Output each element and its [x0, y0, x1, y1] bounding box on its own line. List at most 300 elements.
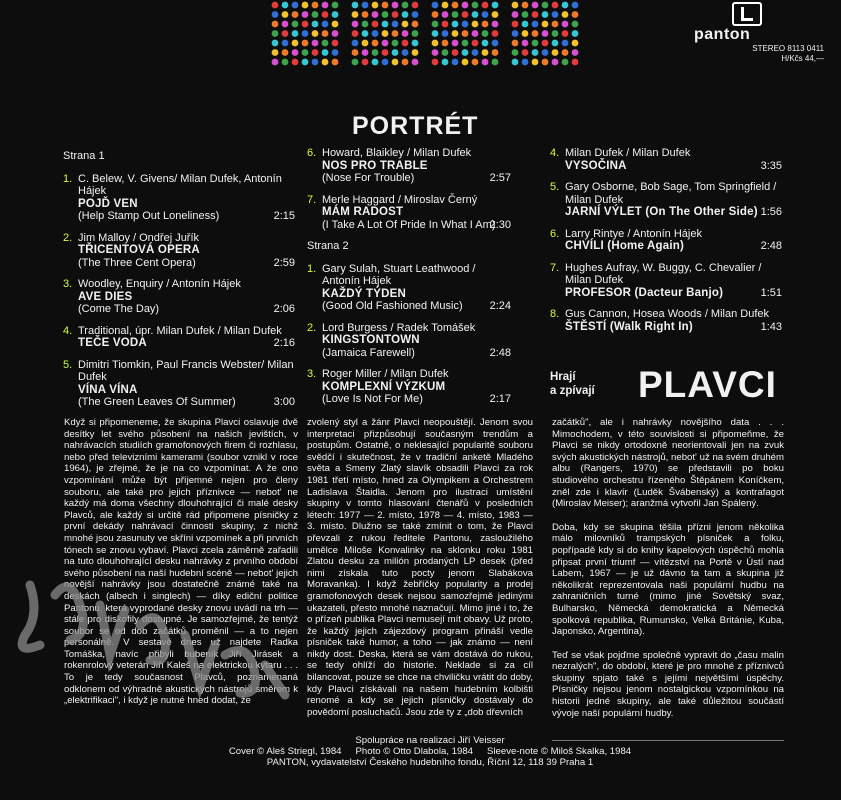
dot-mark [312, 11, 319, 18]
track-duration: 2:24 [489, 300, 511, 312]
track-title: VÍNA VÍNA [78, 383, 138, 396]
dot-mark [382, 2, 389, 9]
dot-mark [352, 21, 359, 28]
dot-mark [432, 59, 439, 66]
dot-mark [272, 59, 279, 66]
dot-mark [452, 11, 459, 18]
track-item [307, 147, 511, 185]
dot-mark [512, 30, 519, 37]
dot-mark [312, 59, 319, 66]
dot-mark [552, 11, 559, 18]
dot-mark [292, 2, 299, 9]
dot-mark [482, 49, 489, 56]
dot-mark [512, 59, 519, 66]
dot-mark [302, 11, 309, 18]
track-title: AVE DIES [78, 290, 133, 303]
dot-mark [272, 30, 279, 37]
credits-cover: Cover © Aleš Striegl, 1984 [228, 746, 342, 757]
track-body [322, 263, 511, 313]
dot-matrix-artwork [270, 0, 580, 70]
dot-mark [512, 21, 519, 28]
dot-mark [402, 40, 409, 47]
album-title: PORTRÉT [352, 112, 479, 140]
dot-mark [522, 49, 529, 56]
dot-mark [452, 59, 459, 66]
track-subtitle: (The Green Leaves Of Summer) [78, 396, 236, 408]
dot-mark [362, 21, 369, 28]
dot-mark [562, 2, 569, 9]
track-number: 1. [307, 262, 317, 275]
dot-mark [452, 30, 459, 37]
dot-mark [412, 2, 419, 9]
dot-mark [302, 59, 309, 66]
dot-mark [412, 21, 419, 28]
dot-mark [492, 59, 499, 66]
track-credits: Dimitri Tiomkin, Paul Francis Webster/ Milan Dufek [78, 358, 294, 383]
dot-mark [402, 59, 409, 66]
dot-mark [392, 30, 399, 37]
track-duration: 2:30 [489, 218, 511, 231]
dot-mark [282, 2, 289, 9]
dot-mark [432, 21, 439, 28]
dot-mark [552, 30, 559, 37]
dot-mark [432, 2, 439, 9]
track-item [307, 322, 511, 360]
dot-mark [372, 11, 379, 18]
track-number: 2. [63, 231, 73, 244]
dot-mark [542, 21, 549, 28]
dot-mark [522, 40, 529, 47]
track-body [565, 228, 782, 253]
track-credits: C. Belew, V. Givens/ Milan Dufek, Antonín Hájek [78, 172, 282, 197]
dot-mark [412, 49, 419, 56]
track-body [78, 359, 295, 409]
track-number: 5. [550, 181, 560, 193]
dot-mark [402, 2, 409, 9]
dot-mark [332, 11, 339, 18]
dot-mark [542, 11, 549, 18]
dot-mark [362, 2, 369, 9]
dot-mark [552, 49, 559, 56]
track-duration: 2:17 [489, 393, 511, 405]
dot-mark [382, 40, 389, 47]
dot-mark [372, 30, 379, 37]
dot-mark [432, 11, 439, 18]
track-item [63, 278, 295, 316]
track-item [63, 325, 295, 350]
track-subtitle: (Help Stamp Out Loneliness) [78, 210, 220, 222]
dot-mark [412, 11, 419, 18]
dot-mark [532, 49, 539, 56]
track-title: TŘICENTOVÁ OPERA [78, 244, 200, 256]
track-credits: Gary Osborne, Bob Sage, Tom Springfield / Milan Dufek [565, 181, 777, 206]
track-item [63, 232, 295, 270]
dot-mark [372, 2, 379, 9]
track-item [63, 359, 295, 409]
performers-line-1: Hrají [550, 371, 576, 383]
track-subtitle: (Nose For Trouble) [322, 172, 415, 184]
track-duration: 2:48 [489, 346, 511, 359]
dot-mark [402, 30, 409, 37]
panton-logo-block [694, 2, 824, 64]
dot-mark [322, 11, 329, 18]
track-item [550, 262, 782, 300]
dot-mark [462, 59, 469, 66]
dot-mark [392, 2, 399, 9]
dot-mark [512, 11, 519, 18]
track-title: ŠTĚSTÍ (Walk Right In) [565, 320, 693, 333]
dot-mark [302, 49, 309, 56]
track-body [78, 278, 295, 316]
dot-mark [522, 59, 529, 66]
dot-mark [452, 21, 459, 28]
dot-mark [302, 2, 309, 9]
dot-mark [432, 40, 439, 47]
dot-mark [352, 49, 359, 56]
dot-mark [452, 40, 459, 47]
dot-mark [312, 30, 319, 37]
dot-mark [572, 30, 579, 37]
dot-mark [362, 49, 369, 56]
dot-mark [402, 21, 409, 28]
track-body [565, 262, 782, 300]
track-body [322, 147, 511, 185]
dot-mark [432, 30, 439, 37]
dot-mark [292, 40, 299, 47]
track-duration: 1:51 [760, 286, 782, 299]
track-duration: 2:59 [273, 256, 295, 269]
track-credits: Jim Malloy / Ondřej Juřík [78, 231, 200, 244]
dot-mark [292, 11, 299, 18]
dot-mark [522, 11, 529, 18]
dot-mark [332, 21, 339, 28]
dot-mark [352, 11, 359, 18]
dot-mark [472, 49, 479, 56]
track-duration: 3:00 [273, 396, 295, 408]
track-number: 1. [63, 172, 73, 185]
dot-mark [442, 21, 449, 28]
track-title: VYSOČINA [565, 159, 627, 172]
credits-row [220, 746, 640, 757]
side-2-header: Strana 2 [307, 240, 349, 252]
track-body [322, 368, 511, 406]
track-subtitle: (The Three Cent Opera) [78, 256, 196, 269]
dot-mark [322, 49, 329, 56]
dot-mark [282, 49, 289, 56]
track-duration: 2:57 [489, 172, 511, 184]
dot-mark [412, 40, 419, 47]
panton-logo-icon [732, 2, 762, 26]
track-credits: Woodley, Enquiry / Antonín Hájek [78, 278, 241, 290]
track-title: POJĎ VEN [78, 197, 138, 210]
track-subtitle: (Good Old Fashioned Music) [322, 300, 463, 312]
dot-mark [382, 59, 389, 66]
credits-publisher: PANTON, vydavatelství Českého hudebního fondu, Říční 12, 118 39 Praha 1 [266, 757, 594, 768]
dot-mark [372, 21, 379, 28]
liner-notes-para-3a: začátků", ale i nahrávky novějšího data . . . Mimochodem, v této souvislosti si připomeňme, že Plavci se nikdy ortodoxně neorientovali jen na zvuk svých akustických nástrojů, nebot' už na svém druhém albu (Rangers, 1970) se představili po boku studiového orchestru řízeného Štěpánem Koníčkem, zněl zde i klavír (Luděk Švábenský) a kontrafagot (Miroslav Meiser); aranžmá vytvořil Jan Spálený. [552, 417, 784, 510]
track-title: TEČE VODA [78, 337, 147, 349]
dot-mark [452, 49, 459, 56]
dot-mark [492, 11, 499, 18]
credits-sleeve: Sleeve-note © Miloš Skalka, 1984 [487, 746, 632, 757]
track-item [550, 308, 782, 333]
dot-mark [302, 30, 309, 37]
track-credits: Howard, Blaikley / Milan Dufek [322, 147, 472, 159]
dot-mark [472, 30, 479, 37]
dot-mark [322, 59, 329, 66]
liner-notes-para-3c: Teď se však pojďme společně vypravit do „času malin nezralých", do období, které je pro mnohé z příznivců skupiny spjato také s jejími největšími úspěchy. Písničky nejsou jenom nostalgickou vzpomínkou na historii jedné skupiny, ale také důležitou součástí vývoje naší populární hudby. [552, 649, 784, 719]
dot-mark [282, 11, 289, 18]
dot-mark [272, 2, 279, 9]
dot-mark [542, 40, 549, 47]
liner-notes-para-3b: Doba, kdy se skupina těšila přízni jenom několika málo milovníků trampských písniček a folku, popřípadě kdy si do knihy kapelových úspěchů mohla připsat první triumf — vítězství na Portě v Ústí nad Labem, 1967 — je už dávno ta tam a skupina již několikrát reprezentovala naši populární hudbu na zahraničních turné (mimo jiné Sovětský svaz, Bulharsko, Německá demokratická a Německá spolková republika, Rumunsko, Velká Británie, Kuba, Japonsko, Argentina). [552, 521, 784, 638]
dot-mark [492, 2, 499, 9]
dot-mark [462, 21, 469, 28]
credits-block [220, 735, 640, 768]
dot-mark [382, 30, 389, 37]
dot-mark [392, 40, 399, 47]
dot-mark [292, 21, 299, 28]
track-title: KAŽDÝ TÝDEN [322, 287, 406, 300]
dot-mark [472, 59, 479, 66]
liner-notes-column-3 [552, 417, 784, 719]
dot-mark [532, 11, 539, 18]
dot-mark [402, 11, 409, 18]
dot-mark [362, 11, 369, 18]
track-subtitle: (I Take A Lot Of Pride In What I Am) [322, 218, 496, 231]
dot-mark [282, 30, 289, 37]
performers-caption [550, 370, 595, 398]
dot-mark [442, 11, 449, 18]
dot-mark [382, 49, 389, 56]
dot-mark [492, 21, 499, 28]
dot-mark [332, 49, 339, 56]
band-name: PLAVCI [638, 364, 777, 405]
dot-mark [392, 11, 399, 18]
dot-mark [572, 40, 579, 47]
dot-mark [482, 40, 489, 47]
dot-mark [462, 30, 469, 37]
dot-mark [402, 49, 409, 56]
dot-mark [332, 2, 339, 9]
track-title: KOMPLEXNÍ VÝZKUM [322, 380, 446, 393]
dot-mark [572, 2, 579, 9]
dot-mark [492, 40, 499, 47]
track-item [307, 194, 511, 232]
track-number: 6. [307, 147, 317, 159]
dot-mark [562, 11, 569, 18]
track-credits: Gary Sulah, Stuart Leathwood / Antonín Hájek [322, 262, 476, 287]
side-1-tracklist [63, 150, 295, 418]
dot-mark [372, 40, 379, 47]
dot-mark [362, 59, 369, 66]
dot-mark [522, 2, 529, 9]
dot-mark [562, 40, 569, 47]
track-number: 3. [307, 368, 317, 380]
track-credits: Gus Cannon, Hosea Woods / Milan Dufek [565, 308, 770, 320]
track-duration: 1:43 [760, 320, 782, 333]
dot-mark [562, 21, 569, 28]
dot-mark [562, 49, 569, 56]
track-item [550, 228, 782, 253]
price-label: H/Kčs 44,— [781, 54, 824, 63]
dot-mark [562, 30, 569, 37]
track-body [78, 173, 295, 223]
dot-mark [392, 21, 399, 28]
side-2-tracklist-continued [550, 147, 782, 342]
side-1-2-tracklist [307, 147, 511, 415]
track-number: 3. [63, 278, 73, 290]
dot-mark [522, 21, 529, 28]
track-body [78, 325, 295, 350]
dot-mark [382, 21, 389, 28]
dot-mark [472, 21, 479, 28]
dot-mark [462, 40, 469, 47]
track-subtitle: (Jamaica Farewell) [322, 346, 415, 359]
dot-mark [542, 2, 549, 9]
dot-mark [352, 2, 359, 9]
dot-mark [322, 30, 329, 37]
dot-mark [322, 40, 329, 47]
dot-mark [572, 59, 579, 66]
dot-mark [372, 49, 379, 56]
track-body [78, 232, 295, 270]
dot-mark [312, 21, 319, 28]
dot-mark [462, 2, 469, 9]
track-credits: Lord Burgess / Radek Tomášek [322, 321, 476, 334]
dot-mark [492, 30, 499, 37]
track-item [307, 263, 511, 313]
dot-mark [332, 40, 339, 47]
dot-mark [372, 59, 379, 66]
dot-mark [392, 49, 399, 56]
liner-notes-column-2: zvolený styl a žánr Plavci neopouštějí. Jenom svou interpretaci přizpůsobují současným trendům a postupům. Ostatně, o neklesající popularitě souboru svědčí i skutečnost, že v tradiční anketě Mladého světa a Smeny Zlatý slavík obsadili Plavci za rok 1981 třetí místo, hned za Olympikem a Orchestrem Ladislava Štaidla. Jenom pro ilustraci umístění skupiny v tomto hlasování čtenářů v posledních létech: 1977 — 2. místo, 1978 — 4. místo, 1983 — 3. místo. Dlužno se také zmínit o tom, že Plavci převzali z rukou ředitele Pantonu, zasloužilého umělce Miloše Konvalinky na sklonku roku 1981 Zlatou desku za milión prodaných LP desek (před nimi získala tuto pocty jenom Slabákova Moravanka). I když žebříčky popularity a prodej gramofonových desek nejsou samozřejmě jedinými ukazateli, přesto mnohé naznačují. Mimo jiné i to, že o přízeň publika Plavci nemusejí mít obavy. Už proto, že každý jejich zájezdový program přináší vedle písniček také humor, a toho — jak známo — není nikdy dost. Deska, která se vám dostává do rukou, se tedy ohlíží do historie. Neklade si za cíl bilancovat, pouze se chce na chviličku vrátit do doby, kdy Plavci získávali na našem hudebním kolbišti renomé a kdy se jejich písničky dostávaly do povědomí posluchačů. Jsou zde ty z „dob dřevních [307, 417, 533, 718]
track-duration: 2:15 [273, 210, 295, 222]
dot-mark [462, 49, 469, 56]
track-title: JARNÍ VÝLET (On The Other Side) [565, 206, 758, 218]
catalog-number: STEREO 8113 0411 [752, 44, 824, 53]
track-number: 7. [307, 193, 317, 206]
track-duration: 2:48 [760, 240, 782, 252]
dot-mark [292, 59, 299, 66]
dot-mark [442, 59, 449, 66]
dot-mark [282, 59, 289, 66]
liner-notes-column-1: Když si připomeneme, že skupina Plavci oslavuje dvě desítky let svého působení na našich jevištích, v nahrávacích studiích gramofonových firem či rozhlasu, nebo před televizními kamerami (soubor vznikl v roce 1964), je zřejmé, že je na co vzpomínat. A že ono vzpomínání může být příjemné nejen pro členy souboru, ale také pro jejich příznivce — nebot' ne každý má doma všechny dlouhohrající či malé desky Plavců, ale každý si určitě rád připomene písničky z první dekády nahrávací činnosti skupiny, z nichž mnohé jsou zasunuty ve skříni vzpomínek a při prvních tónech se znovu vybaví. Plavci zcela záměrně zařadili na tuto dlouhohrající desku nahrávky z prvního období svého působení na naší hudební scéně — nebot' jejich novější nahrávky jsou dostatečně známé také na deskách (albech i singlech) — díky ediční politice Pantonu, která vyprodané desky znovu uvádí na trh — stále pro diskofily dostupné. Je samozřejmé, že tentýž soubor se od dob začátků proměnil — a to nejen personálně. V sestavě dnes už najdete Radka Tomáška, navíc přibyli bubeník Jiří Jirásek a rokenrolový veterán Jiří Kaleš na elektrickou kytaru . . . To je tedy současnost Plavců, poznamenaná odklonem od výhradně akustických nástrojů směrem k „elektrifikaci", i když je nutné hned dodat, že [64, 417, 298, 707]
dot-mark [562, 59, 569, 66]
track-body [322, 322, 511, 360]
track-number: 5. [63, 358, 73, 371]
track-item [307, 368, 511, 406]
dot-mark [552, 40, 559, 47]
dot-mark [462, 11, 469, 18]
dot-mark [272, 21, 279, 28]
track-number: 2. [307, 321, 317, 334]
dot-mark [272, 11, 279, 18]
dot-mark [392, 59, 399, 66]
handwritten-signature-stamp [10, 545, 310, 705]
dot-mark [482, 2, 489, 9]
dot-mark [432, 49, 439, 56]
credits-photo: Photo © Otto Dlabola, 1984 [355, 746, 473, 757]
track-title: PROFESOR (Dacteur Banjo) [565, 286, 724, 299]
track-number: 8. [550, 308, 560, 320]
dot-mark [302, 21, 309, 28]
track-title: NOS PRO TRABLE [322, 159, 428, 172]
track-credits: Merle Haggard / Miroslav Černý [322, 193, 478, 206]
dot-mark [532, 2, 539, 9]
dot-mark [522, 30, 529, 37]
track-number: 4. [63, 324, 73, 337]
dot-mark [442, 40, 449, 47]
track-body [322, 194, 511, 232]
dot-mark [282, 21, 289, 28]
dot-mark [572, 21, 579, 28]
dot-mark [542, 30, 549, 37]
dot-mark [312, 2, 319, 9]
dot-mark [572, 49, 579, 56]
dot-mark [472, 40, 479, 47]
dot-mark [452, 2, 459, 9]
dot-mark [362, 40, 369, 47]
track-credits: Milan Dufek / Milan Dufek [565, 147, 691, 159]
track-body [565, 181, 782, 219]
track-duration: 1:56 [760, 206, 782, 218]
dot-mark [532, 30, 539, 37]
track-item [550, 147, 782, 172]
dot-mark [442, 30, 449, 37]
dot-mark [272, 49, 279, 56]
dot-mark [572, 11, 579, 18]
dot-mark [312, 40, 319, 47]
dot-mark [352, 30, 359, 37]
dot-mark [282, 40, 289, 47]
track-number: 7. [550, 261, 560, 274]
track-subtitle: (Love Is Not For Me) [322, 393, 423, 405]
dot-mark [352, 59, 359, 66]
dot-mark [532, 21, 539, 28]
dot-mark [492, 49, 499, 56]
track-body [565, 308, 782, 333]
track-number: 6. [550, 227, 560, 240]
dot-mark [352, 40, 359, 47]
panton-brand: panton [694, 26, 751, 43]
track-duration: 3:35 [760, 159, 782, 172]
dot-mark [332, 59, 339, 66]
dot-mark [472, 2, 479, 9]
dot-mark [292, 30, 299, 37]
track-credits: Roger Miller / Milan Dufek [322, 368, 449, 380]
track-title: CHVÍLI (Home Again) [565, 240, 685, 252]
dot-mark [362, 30, 369, 37]
track-subtitle: (Come The Day) [78, 303, 160, 315]
dot-mark [532, 59, 539, 66]
dot-mark [312, 49, 319, 56]
side-1-header: Strana 1 [63, 150, 105, 162]
dot-mark [292, 49, 299, 56]
dot-mark [512, 40, 519, 47]
dot-mark [482, 21, 489, 28]
dot-mark [302, 40, 309, 47]
dot-mark [472, 11, 479, 18]
dot-mark [552, 21, 559, 28]
dot-mark [542, 59, 549, 66]
dot-mark [532, 40, 539, 47]
dot-mark [322, 21, 329, 28]
track-credits: Traditional, úpr. Milan Dufek / Milan Dufek [78, 324, 282, 337]
dot-mark [442, 49, 449, 56]
dot-mark [382, 11, 389, 18]
track-body [565, 147, 782, 172]
